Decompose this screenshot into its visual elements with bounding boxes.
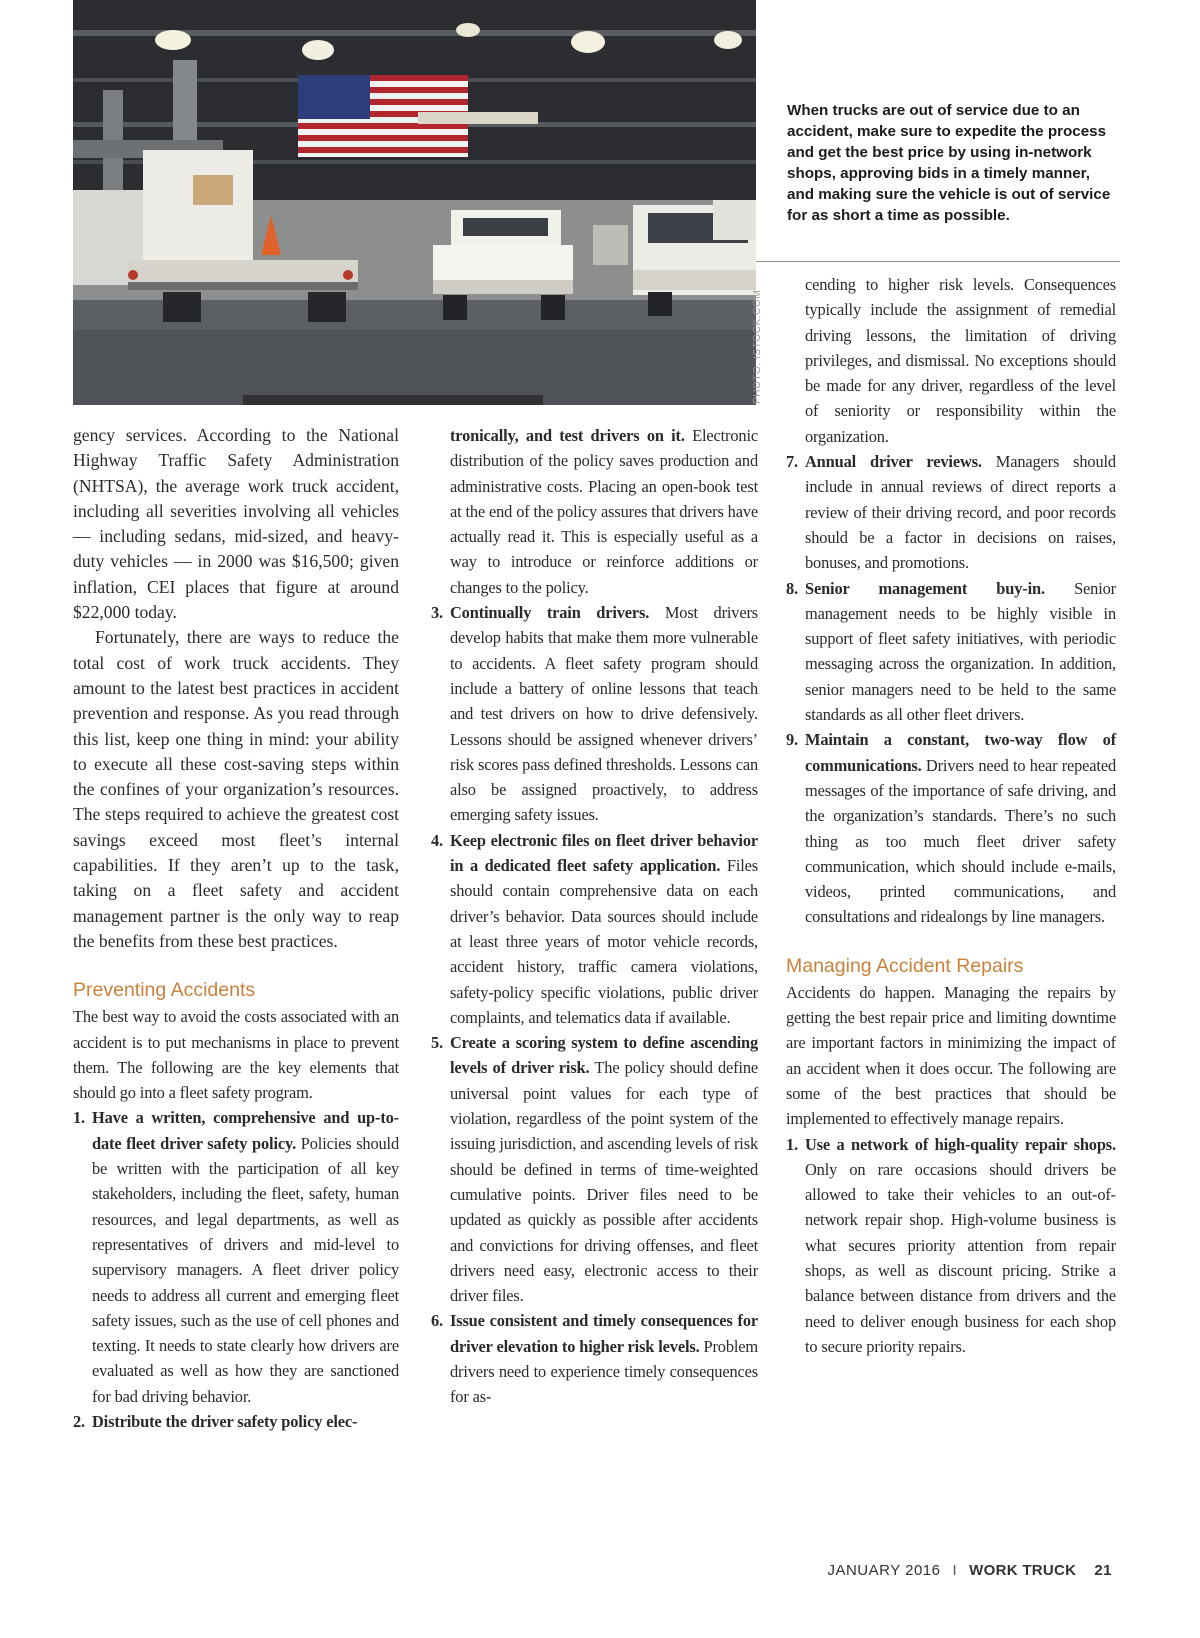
list-item-text: cending to higher risk levels. Consequences typically include the assignment of remedial driving lessons, the limitation of driving privileges, and dismissal. No exceptions should be made for any driver, regardless of the level of seniority or responsibility within the organization. [805,275,1116,446]
issue-date: JANUARY 2016 [827,1562,941,1579]
paragraph: gency services. According to the National Highway Traffic Safety Administration (NHTSA), the average work truck accident, including all severities involving all vehicles — including sedans, mid-sized, and heavy-duty vehicles — in 2000 was $16,500; given inflation, CEI places that figure at around $22,000 today. [73,425,399,623]
list-item-title: Distribute the driver safety policy elec- [92,1411,358,1431]
list-number: 1. [786,1134,798,1154]
list-item-title: tronically, and test drivers on it. [450,426,685,445]
section-heading-managing-accident-repairs: Managing Accident Repairs [786,954,1024,977]
list-item-text: The policy should define universal point values for each type of violation, regardless of the point system of the issuing jurisdiction, and ascending levels of risk should be defined in terms of time-weighted cumulative points. Driver files need to be updated as quickly as possible after accidents and convictions for driving offenses, and fleet drivers need easy, electronic access to their driver files. [450,1058,759,1306]
photo-caption: When trucks are out of service due to an accident, make sure to expedite the process and get the best price by using in-network shops, approving bids in a timely manner, and making sure the vehicle is out of service for as short a time as possible. [787,102,1111,224]
list-item [786,576,1116,728]
list-item-text: Files should contain comprehensive data on each driver’s behavior. Data sources should include at least three years of motor vehicle records, accident history, traffic camera violations, safety-policy specific violations, public driver complaints, and telematics data if available. [450,856,758,1027]
column-1 [73,423,399,1434]
list-item-title: Continually train drivers. [450,603,650,623]
list-number: 7. [786,452,798,472]
garage-scene-illustration [73,0,756,405]
list-item-text: Only on rare occasions should drivers be allowed to take their vehicles to an out-of-network repair shop. High-volume business is what secures priority attention from repair shops, as well as discount pricing. Strike a balance between distance from drivers and the need to deliver enough business for each shop to secure priority repairs. [805,1159,1116,1356]
list-item-title: Maintain a constant, two-way flow of communications. [805,730,1116,775]
list-item [431,1030,758,1308]
list-item-text: Most drivers develop habits that make them more vulnerable to accidents. A fleet safety program should include a battery of online lessons that teach and test drivers on how to drive defensively. Lessons should be assigned whenever drivers’ risk scores pass defined thresholds. Lessons can also be assigned proactively, to address emerging safety issues. [450,603,759,825]
list-item-text: Drivers need to hear repeated messages of the importance of safe driving, and the organization’s standards. There’s no such thing as too much fleet driver safety communication, which should include e-mails, videos, printed communications, and consultations and ridealongs by line managers. [805,755,1117,927]
list-item-continued [431,423,758,600]
list-item [431,828,758,1030]
column-3 [786,272,1116,1359]
list-item-title: Keep electronic files on fleet driver behavior in a dedicated fleet safety application. [450,830,758,876]
list-item-title: Annual driver reviews. [805,452,982,472]
list-item [431,600,758,828]
list-number: 5. [431,1033,443,1053]
caption-divider [756,261,1120,262]
list-item-title: Issue consistent and timely consequences for driver elevation to higher risk levels. [450,1311,758,1356]
list-item-title: Senior management buy-in. [805,578,1045,598]
page-number: 21 [1094,1562,1112,1579]
list-number: 9. [786,730,798,750]
list-item-text: Managers should include in annual reviews of direct reports a review of their driving record, and poor records should be a factor in decisions on raises, bonuses, and promotions. [805,452,1116,573]
photo-credit: PHOTO: ISTOCK.COM [752,289,763,404]
list-item [431,1308,758,1409]
paragraph: Accidents do happen. Managing the repairs by getting the best repair price and limiting downtime are important factors in minimizing the impact of an accident when it does occur. The following are some of the best practices that should be implemented to effectively manage repairs. [786,982,1116,1129]
paragraph: The best way to avoid the costs associated with an accident is to put mechanisms in place to prevent them. The following are the key elements that should go into a fleet safety program. [73,1007,399,1103]
list-number: 8. [786,578,798,598]
list-item-text: Senior management needs to be highly visible in support of fleet safety initiatives, with periodic messaging across the organization. In addition, senior managers need to be held to the same standards as all other fleet drivers. [805,578,1116,725]
magazine-name: WORK TRUCK [969,1562,1077,1579]
list-number: 1. [73,1108,85,1128]
list-item [786,449,1116,575]
list-item [73,1105,399,1409]
list-item-title: Have a written, comprehensive and up-to-date fleet driver safety policy. [92,1108,399,1153]
paragraph: Fortunately, there are ways to reduce the total cost of work truck accidents. They amount to the latest best practices in accident prevention and response. As you read through this list, keep one thing in mind: your ability to execute all these cost-saving steps within the confines of your organization’s resources. The steps required to achieve the greatest cost savings exceed most fleet’s internal capabilities. If they aren’t up to the task, taking on a fleet safety and accident management partner is the only way to reap the benefits from these best practices. [73,627,399,951]
list-item-title: Create a scoring system to define ascending levels of driver risk. [450,1033,758,1078]
list-item-text: Policies should be written with the participation of all key stakeholders, including the fleet, safety, human resources, and legal departments, as well as representatives of drivers and mid-level to supervisory managers. A fleet driver policy needs to address all current and emerging fleet safety issues, such as the use of cell phones and texting. It needs to state clearly how drivers are evaluated as well as how they are sanctioned for bad driving behavior. [92,1133,400,1406]
article-photo [73,0,756,405]
list-item-text: Problem drivers need to experience timely consequences for as- [450,1336,759,1407]
list-number: 3. [431,603,443,623]
footer-separator: I [952,1562,958,1579]
list-number: 4. [431,830,443,850]
list-item-text: Electronic distribution of the policy saves production and administrative costs. Placing an open-book test at the end of the policy assures that drivers have actually read it. This is especially useful as a way to introduce or reinforce additions or changes to the policy. [450,426,758,597]
list-item-continued [786,272,1116,449]
list-item [73,1409,399,1434]
list-item [786,727,1116,929]
column-2 [431,423,758,1410]
section-heading-preventing-accidents: Preventing Accidents [73,979,256,1002]
page-footer [827,1562,1112,1579]
list-item-title: Use a network of high-quality repair shops. [805,1134,1116,1154]
list-item [786,1132,1116,1360]
list-number: 6. [431,1311,443,1331]
list-number: 2. [73,1411,85,1431]
